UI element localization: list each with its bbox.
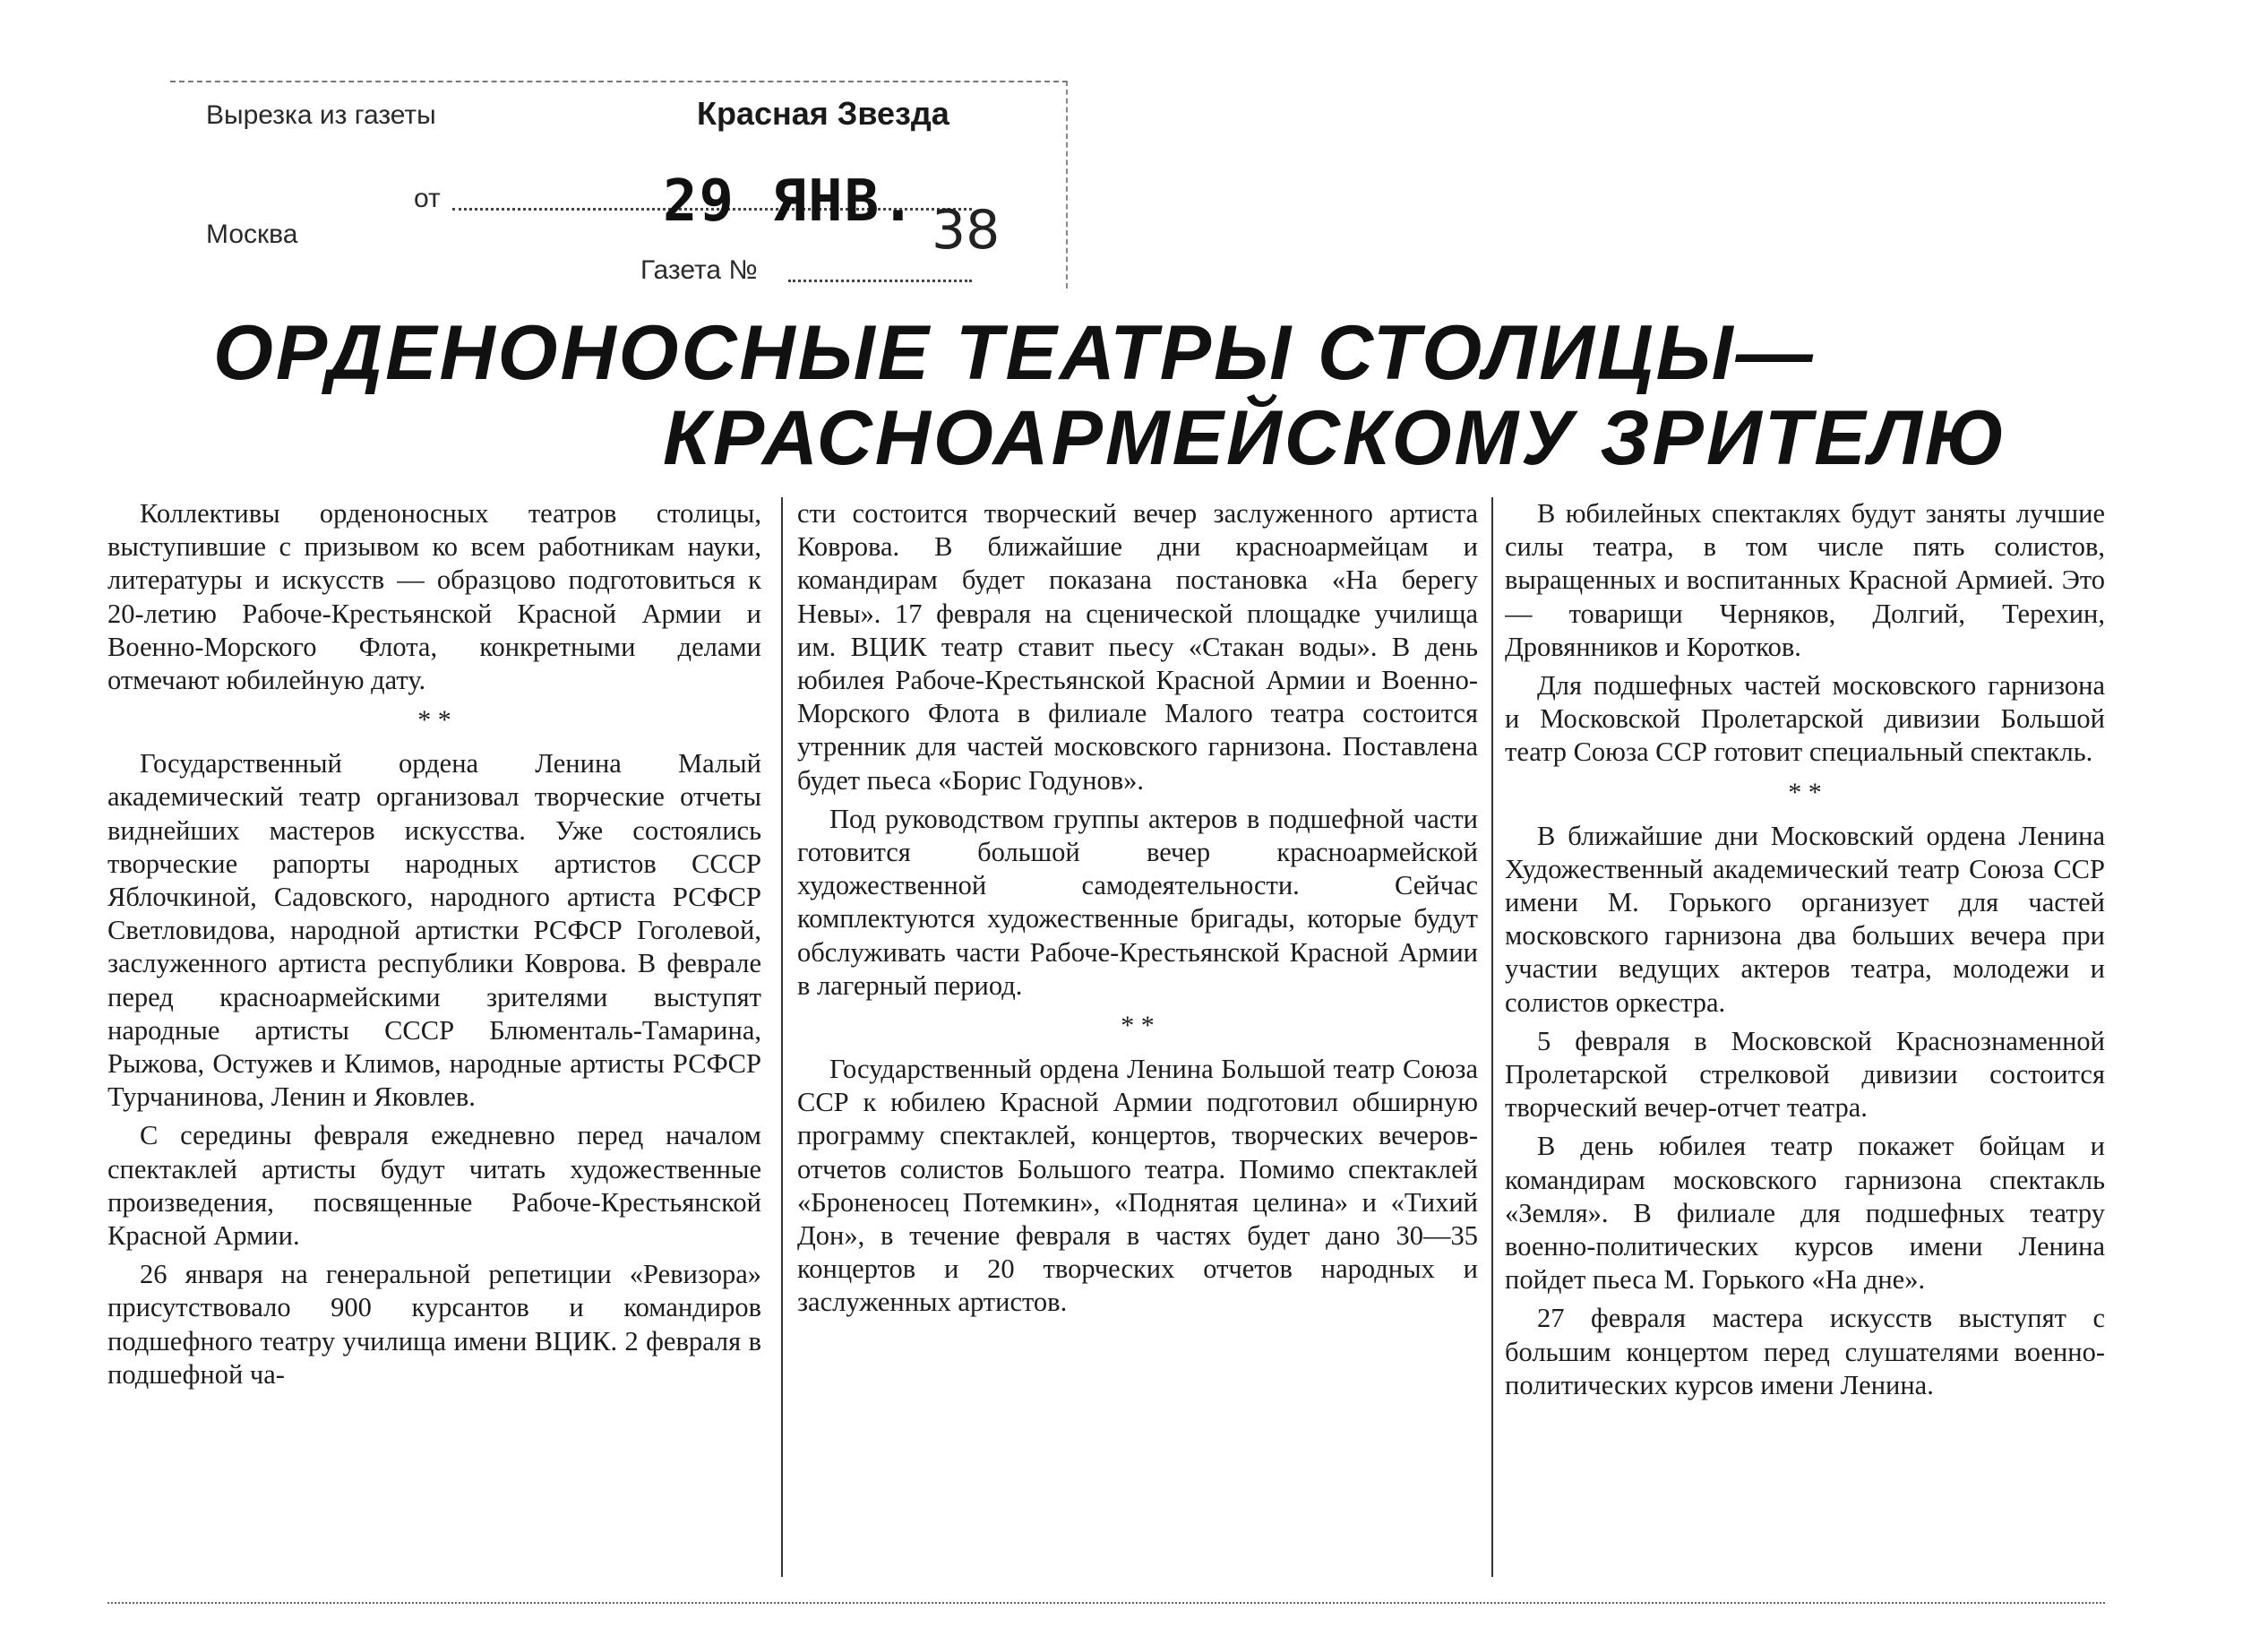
column-divider (781, 497, 783, 1577)
column-divider (1491, 497, 1493, 1577)
paragraph: 27 февраля мастера искусств выступят с большим концертом перед слушателями военно-политических курсов имени Ленина. (1505, 1303, 2105, 1400)
section-separator: * * (417, 705, 451, 736)
paragraph: В день юбилея театр покажет бойцам и командирам московского гарнизона спектакль «Земля». В филиале для подшефных театру военно-политических курсов имени Ленина пойдет пьеса М. Горького «На дне». (1505, 1131, 2105, 1296)
newspaper-name: Красная Звезда (697, 95, 949, 132)
article-column-2 (797, 497, 1478, 1595)
issue-label: Газета № (640, 255, 758, 285)
article-column-3 (1505, 497, 2105, 1595)
paragraph: С середины февраля ежедневно перед началом спектаклей артисты будут читать художественные произведения, посвященные Рабоче-Крестьянской Красной Армии. (107, 1120, 761, 1252)
city-label: Москва (206, 220, 298, 249)
paragraph: Государственный ордена Ленина Большой театр Союза ССР к юбилею Красной Армии подготовил обширную программу спектаклей, концертов, творческих вечеров-отчетов солистов Большого театра. Помимо спектаклей «Броненосец Потемкин», «Поднятая целина» и «Тихий Дон», в течение февраля в частях будет дано 30—35 концертов и 20 творческих отчетов народных и заслуженных артистов. (797, 1054, 1478, 1318)
paragraph: Под руководством группы актеров в подшефной части готовится большой вечер красноармейской художественной самодеятельности. Сейчас комплектуются художественные бригады, которые будут обслуживать части Рабоче-Крестьянской Красной Армии в лагерный период. (797, 803, 1478, 1001)
clipping-label: Вырезка из газеты (206, 100, 436, 130)
paragraph: В ближайшие дни Московский ордена Ленина Художественный академический театр Союза ССР имени М. Горького организует для частей московского гарнизона два больших вечера при участии ведущих актеров театра, молодежи и солистов оркестра. (1505, 820, 2105, 1018)
headline-line-2: КРАСНОАРМЕЙСКОМУ ЗРИТЕЛЮ (663, 395, 2008, 481)
section-separator: * * (1121, 1011, 1155, 1041)
date-label: от (414, 184, 441, 213)
paragraph: Для подшефных частей московского гарнизона и Московской Пролетарской дивизии Большой театр Союза ССР готовит специальный спектакль. (1505, 670, 2105, 768)
bottom-rule (107, 1602, 2105, 1604)
issue-line (788, 280, 972, 282)
section-separator: * * (1788, 777, 1822, 807)
paragraph: В юбилейных спектаклях будут заняты лучшие силы театра, в том числе пять солистов, выращенных и воспитанных Красной Армией. Это — товарищи Черняков, Долгий, Терехин, Дровянников и Коротков. (1505, 498, 2105, 662)
date-stamp: 29 ЯНВ. (663, 168, 917, 235)
article-column-1 (107, 497, 761, 1595)
article-body (107, 497, 2105, 1595)
paragraph: Государственный ордена Ленина Малый академический театр организовал творческие отчеты виднейших мастеров искусства. Уже состоялись творческие рапорты народных артистов СССР Яблочкиной, Садовского, народного артиста РСФСР Светловидова, народной артистки РСФСР Гоголевой, заслуженного артиста республики Коврова. В феврале перед красноармейскими зрителями выступят народные артисты СССР Блюменталь-Тамарина, Рыжова, Остужев и Климов, народные артисты РСФСР Турчанинова, Ленин и Яковлев. (107, 748, 761, 1113)
paragraph: 5 февраля в Московской Краснознаменной Пролетарской стрелковой дивизии состоится творческий вечер-отчет театра. (1505, 1025, 2105, 1124)
date-year: 38 (932, 199, 1001, 262)
paragraph: Коллективы орденоносных театров столицы, выступившие с призывом ко всем работникам науки, литературы и искусств — образцово подготовиться к 20-летию Рабоче-Крестьянской Красной Армии и Военно-Морского Флота, конкретными делами отмечают юбилейную дату. (107, 498, 761, 696)
headline-line-1: ОРДЕНОНОСНЫЕ ТЕАТРЫ СТОЛИЦЫ— (213, 310, 1816, 396)
paragraph: 26 января на генеральной репетиции «Ревизора» присутствовало 900 курсантов и командиров подшефного театру училища имени ВЦИК. 2 февраля в подшефной ча- (107, 1259, 761, 1390)
paragraph: сти состоится творческий вечер заслуженного артиста Коврова. В ближайшие дни красноармейцам и командирам будет показана постановка «На берегу Невы». 17 февраля на сценической площадке училища им. ВЦИК театр ставит пьесу «Стакан воды». В день юбилея Рабоче-Крестьянской Красной Армии и Военно-Морского Флота в филиале Малого театра состоится утренник для частей московского гарнизона. Поставлена будет пьеса «Борис Годунов». (797, 498, 1478, 796)
